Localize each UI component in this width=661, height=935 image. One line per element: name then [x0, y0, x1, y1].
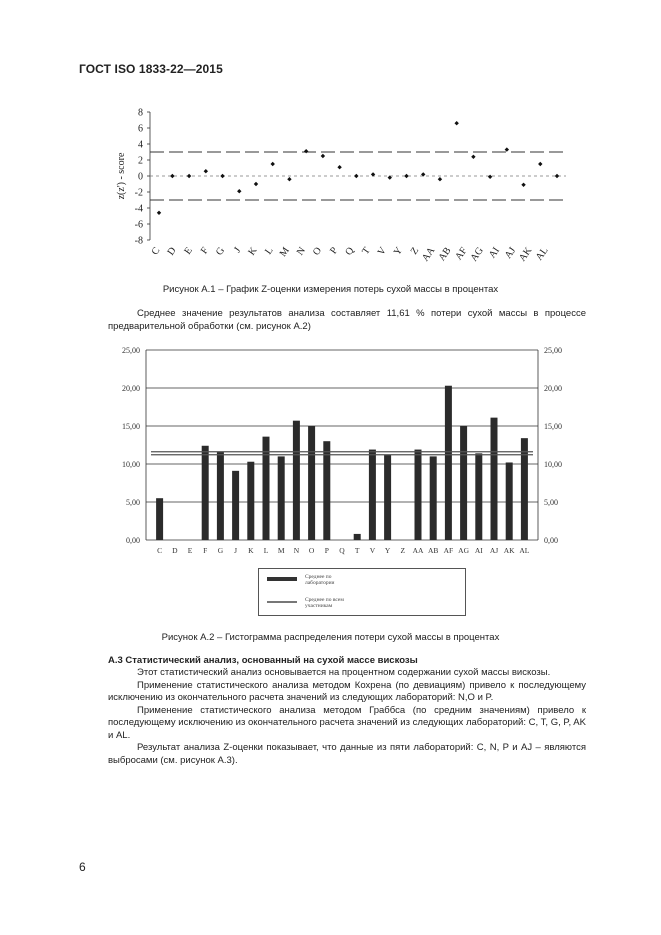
y-tick-label-left: 0,00 — [126, 536, 140, 545]
x-tick-label: Y — [384, 546, 391, 555]
x-tick-label: C — [157, 546, 163, 555]
y-tick-label-right: 0,00 — [544, 536, 558, 545]
x-tick-label: Q — [343, 245, 357, 258]
section-title: А.3 Статистический анализ, основанный на сухой массе вискозы — [108, 655, 418, 666]
legend-line-swatch — [267, 601, 297, 603]
y-axis-label: z(z') - score — [116, 152, 127, 200]
x-tick-label: AL — [519, 546, 530, 555]
y-tick-label: -6 — [134, 219, 143, 231]
data-point — [404, 174, 408, 178]
y-tick-label-left: 10,00 — [122, 460, 140, 469]
x-tick-label: F — [203, 546, 208, 555]
data-point — [187, 174, 191, 178]
y-tick-label-left: 25,00 — [122, 346, 140, 355]
data-point — [471, 155, 475, 159]
x-tick-label: N — [293, 546, 300, 555]
data-point — [204, 169, 208, 173]
bar — [445, 386, 452, 540]
paragraph-4: Результат анализа Z-оценки показывает, что данные из пяти лабораторий: C, N, P и AJ – являются выбросами (см. рисунок А.3). — [108, 742, 586, 766]
x-tick-label: E — [182, 245, 195, 257]
y-tick-label: 8 — [138, 107, 143, 119]
y-tick-label: -8 — [134, 235, 143, 247]
x-tick-label: E — [187, 546, 193, 555]
x-tick-label: J — [234, 546, 238, 555]
data-point — [454, 121, 458, 125]
bar — [354, 534, 361, 540]
data-point — [555, 174, 559, 178]
data-point — [287, 177, 291, 181]
x-tick-label: G — [217, 546, 224, 555]
bar — [460, 426, 467, 540]
bar — [369, 450, 376, 540]
x-tick-label: J — [232, 245, 244, 255]
y-tick-label: 4 — [138, 139, 143, 151]
y-tick-label-left: 15,00 — [122, 422, 140, 431]
y-tick-label-right: 25,00 — [544, 346, 562, 355]
x-tick-label: D — [172, 546, 178, 555]
y-tick-label: 6 — [138, 123, 143, 135]
bar — [415, 450, 422, 540]
data-point — [354, 174, 358, 178]
x-tick-label: P — [324, 546, 329, 555]
x-tick-label: Y — [391, 245, 406, 258]
data-point — [157, 211, 161, 215]
bar — [308, 426, 315, 540]
x-tick-label: AA — [412, 546, 424, 555]
data-point — [521, 183, 525, 187]
data-point — [237, 189, 241, 193]
paragraph-1: Этот статистический анализ основывается на процентном содержании сухой массы вискозы. — [137, 667, 551, 678]
y-tick-label: 0 — [138, 171, 143, 183]
x-tick-label: L — [263, 546, 269, 555]
data-point — [254, 182, 258, 186]
y-tick-label: 2 — [138, 155, 143, 167]
bar — [475, 453, 482, 540]
intro-text: Среднее значение результатов анализа составляет 11,61 % потери сухой массы в процессе предварительной обработки (см. рисунок А.2) — [108, 308, 586, 332]
bar — [293, 421, 300, 540]
x-tick-label: M — [277, 245, 292, 260]
bar — [506, 462, 513, 540]
y-tick-label-right: 5,00 — [544, 498, 558, 507]
data-point — [271, 162, 275, 166]
x-tick-label: C — [149, 245, 163, 258]
data-point — [538, 162, 542, 166]
x-tick-label: AF — [443, 546, 454, 555]
x-tick-label: AK — [503, 546, 515, 555]
data-point — [505, 147, 509, 151]
x-tick-label: AB — [436, 245, 454, 264]
x-tick-label: AJ — [502, 245, 519, 261]
x-tick-label: T — [354, 546, 360, 555]
x-tick-label: AI — [474, 546, 483, 555]
intro-paragraph — [108, 308, 586, 333]
x-tick-label: AA — [420, 245, 438, 264]
y-tick-label: -4 — [134, 203, 143, 215]
x-tick-label: K — [246, 245, 260, 258]
legend-bar-swatch — [267, 577, 297, 581]
x-tick-label: P — [328, 245, 341, 257]
x-tick-label: AG — [458, 546, 470, 555]
x-tick-label: AG — [468, 245, 486, 264]
bar — [217, 452, 224, 540]
data-point — [438, 177, 442, 181]
x-tick-label: N — [294, 245, 308, 258]
paragraph-2: Применение статистического анализа методом Кохрена (по девиациям) привело к последующему исключению из окончательного расчета значений из следующих лабораторий: N,O и P. — [108, 679, 586, 703]
x-tick-label: AK — [517, 245, 535, 264]
histogram-chart — [100, 340, 590, 570]
y-tick-label-left: 5,00 — [126, 498, 140, 507]
x-tick-label: O — [310, 245, 325, 258]
document-header: ГОСТ ISO 1833-22—2015 — [79, 62, 223, 76]
y-tick-label-right: 20,00 — [544, 384, 562, 393]
data-point — [220, 174, 224, 178]
x-tick-label: M — [277, 546, 285, 555]
x-tick-label: Q — [339, 546, 345, 555]
x-tick-label: L — [263, 245, 276, 257]
y-tick-label-right: 10,00 — [544, 460, 562, 469]
bar — [156, 498, 163, 540]
x-tick-label: AI — [486, 245, 503, 261]
data-point — [337, 165, 341, 169]
x-tick-label: AL — [533, 245, 551, 263]
x-tick-label: O — [308, 546, 315, 555]
bar — [384, 455, 391, 540]
data-point — [304, 149, 308, 153]
x-tick-label: Z — [400, 546, 406, 555]
paragraph-3: Применение статистического анализа методом Граббса (по средним значениям) привело к последующему исключению из окончательного расчета значений из следующих лабораторий: C, T, G, P, AK и AL. — [108, 704, 586, 741]
bar — [491, 418, 498, 540]
histogram-legend — [258, 568, 466, 616]
y-tick-label-left: 20,00 — [122, 384, 140, 393]
figure-a1-caption: Рисунок А.1 – График Z-оценки измерения потерь сухой массы в процентах — [162, 284, 499, 295]
y-tick-label-right: 15,00 — [544, 422, 562, 431]
x-tick-label: T — [360, 245, 373, 257]
bar — [521, 438, 528, 540]
data-point — [321, 154, 325, 158]
bar — [323, 441, 330, 540]
section-body — [108, 667, 586, 767]
x-tick-label: AF — [453, 245, 470, 263]
bar — [430, 456, 437, 540]
bar — [202, 446, 209, 540]
bar — [278, 456, 285, 540]
zscore-chart — [100, 100, 590, 270]
legend-bar-label: Среднее по лаборатории — [305, 574, 335, 586]
x-tick-label: F — [198, 245, 211, 257]
page-number: 6 — [79, 860, 86, 874]
data-point — [170, 174, 174, 178]
x-tick-label: D — [165, 245, 179, 258]
data-point — [488, 175, 492, 179]
bar — [232, 471, 239, 540]
x-tick-label: AJ — [489, 546, 499, 555]
x-tick-label: AB — [427, 546, 439, 555]
figure-a2-caption: Рисунок А.2 – Гистограмма распределения потери сухой массы в процентах — [161, 632, 500, 643]
x-tick-label: V — [369, 546, 376, 555]
x-tick-label: V — [375, 245, 389, 258]
y-tick-label: -2 — [134, 187, 143, 199]
bar — [247, 462, 254, 540]
legend-line-label: Среднее по всем участникам — [305, 597, 344, 609]
x-tick-label: G — [213, 245, 228, 258]
x-tick-label: K — [248, 546, 254, 555]
x-tick-label: Z — [408, 245, 422, 257]
